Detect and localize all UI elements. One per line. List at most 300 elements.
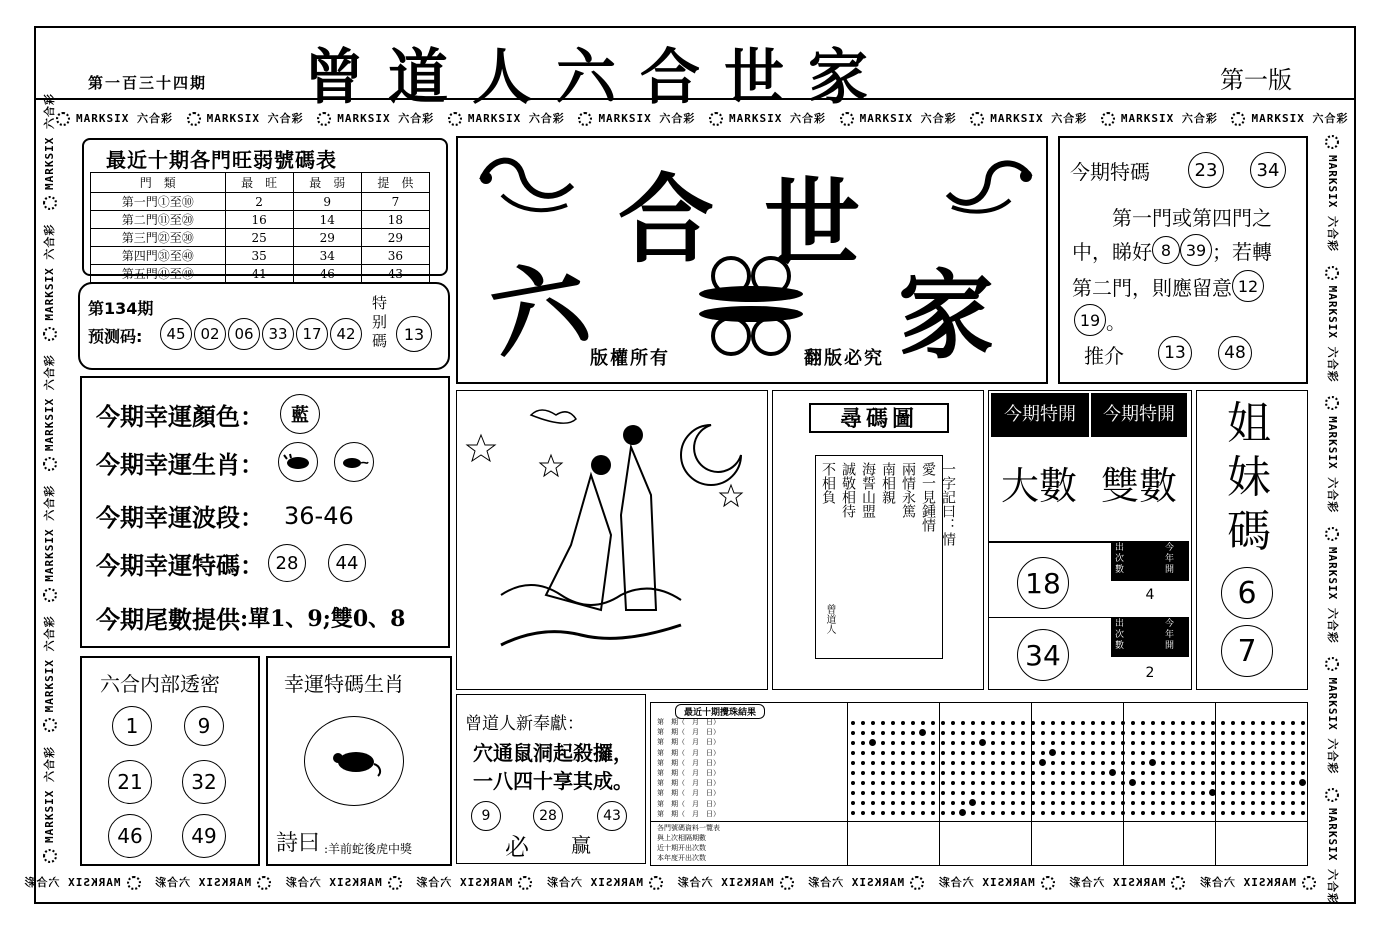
grid-dot	[991, 751, 995, 755]
grid-dot	[1221, 811, 1225, 815]
grid-dot	[1201, 751, 1205, 755]
lucky-color-row: 今期幸運顏色： 藍	[96, 394, 320, 434]
grid-dot	[1051, 811, 1055, 815]
grid-dot	[1201, 801, 1205, 805]
grid-dot	[1211, 781, 1215, 785]
gift-title: 曾道人新奉獻：	[465, 714, 584, 734]
grid-dot	[991, 761, 995, 765]
grid-dot	[931, 741, 935, 745]
grid-dot	[901, 801, 905, 805]
grid-dot	[1051, 801, 1055, 805]
grid-dot	[1291, 741, 1295, 745]
grid-dot	[1251, 761, 1255, 765]
grid-dot	[1041, 781, 1045, 785]
grid-dot	[1211, 801, 1215, 805]
recommend-2: 48	[1218, 336, 1252, 370]
grid-dot	[1271, 731, 1275, 735]
grid-dot	[1241, 751, 1245, 755]
special-code-line1: 第一門或第四門之	[1112, 206, 1272, 230]
grid-dot	[931, 761, 935, 765]
grid-dot	[1081, 771, 1085, 775]
grid-dot	[911, 741, 915, 745]
grid-dot	[1091, 741, 1095, 745]
grid-dot	[871, 811, 875, 815]
grid-dot	[861, 741, 865, 745]
grid-dot	[921, 791, 925, 795]
grid-dot	[1281, 791, 1285, 795]
grid-dot	[1121, 731, 1125, 735]
grid-dot	[1281, 771, 1285, 775]
grid-dot	[1011, 751, 1015, 755]
grid-dot	[1281, 811, 1285, 815]
grid-dot	[961, 751, 965, 755]
special-code-label: 今期特碼	[1070, 160, 1150, 184]
grid-dot	[1051, 791, 1055, 795]
sister-box	[1196, 390, 1308, 690]
scroll-col: 南相親	[880, 462, 896, 504]
grid-dot	[971, 771, 975, 775]
grid-dot	[1221, 791, 1225, 795]
grid-dot	[1301, 771, 1305, 775]
grid-dot	[1141, 741, 1145, 745]
grid-dot	[1161, 771, 1165, 775]
grid-dot	[1101, 761, 1105, 765]
grid-dot	[1291, 801, 1295, 805]
grid-dot	[1221, 751, 1225, 755]
door-table-title: 最近十期各門旺弱號碼表	[106, 148, 337, 172]
grid-dot	[881, 741, 885, 745]
grid-dot	[1301, 811, 1305, 815]
grid-dot	[1021, 761, 1025, 765]
grid-dot	[1041, 801, 1045, 805]
grid-dot	[1191, 721, 1195, 725]
grid-dot	[1061, 781, 1065, 785]
grid-dot	[1001, 771, 1005, 775]
grid-dot	[1101, 731, 1105, 735]
count-value-2: 2	[1145, 665, 1155, 681]
results-title: 最近十期攪珠結果	[675, 704, 765, 719]
grid-dot	[1261, 771, 1265, 775]
banner-char-shi: 世	[764, 167, 860, 280]
grid-dot	[1141, 771, 1145, 775]
grid-hit-dot	[1039, 759, 1046, 766]
grid-dot	[911, 811, 915, 815]
grid-dot	[1081, 791, 1085, 795]
grid-dot	[1281, 741, 1285, 745]
grid-dot	[1031, 811, 1035, 815]
grid-dot	[961, 741, 965, 745]
special-code-line4: 19 。	[1074, 304, 1126, 336]
grid-dot	[1121, 721, 1125, 725]
grid-dot	[1121, 761, 1125, 765]
grid-dot	[1151, 791, 1155, 795]
grid-dot	[1131, 731, 1135, 735]
grid-dot	[921, 751, 925, 755]
lucky-tail-row: 今期尾數提供 :單1、9;雙0、8	[96, 600, 405, 635]
grid-dot	[1261, 751, 1265, 755]
special-code-2: 34	[1250, 152, 1286, 188]
grid-dot	[1251, 811, 1255, 815]
grid-dot	[871, 761, 875, 765]
bottom-marksix-strip: MARKSIX 六合彩 MARKSIX 六合彩 MARKSIX 六合彩 MARKSIX 六合彩 MARKSIX 六合彩 MARKSIX 六合彩 MARKSIX 六合彩 MARKSIX 六合彩 MARKSIX 六合彩 MARKSIX 六合彩	[50, 874, 1322, 892]
grid-dot	[1021, 781, 1025, 785]
grid-dot	[1271, 761, 1275, 765]
grid-dot	[1261, 781, 1265, 785]
grid-dot	[941, 741, 945, 745]
grid-dot	[1101, 781, 1105, 785]
grid-dot	[1211, 761, 1215, 765]
grid-dot	[1181, 771, 1185, 775]
grid-dot	[941, 811, 945, 815]
copyright-left: 版權所有	[590, 348, 670, 369]
grid-dot	[1111, 781, 1115, 785]
grid-dot	[1041, 811, 1045, 815]
grid-dot	[891, 721, 895, 725]
grid-dot	[861, 721, 865, 725]
banner-char-he: 合	[618, 163, 714, 276]
forecast-number: 17	[296, 318, 328, 350]
grid-dot	[1191, 771, 1195, 775]
grid-dot	[1211, 731, 1215, 735]
grid-dot	[961, 791, 965, 795]
grid-dot	[1051, 781, 1055, 785]
count-value-1: 4	[1145, 587, 1155, 603]
grid-dot	[1151, 731, 1155, 735]
special-label: 特别碼	[372, 294, 388, 350]
grid-dot	[1011, 741, 1015, 745]
grid-dot	[1211, 721, 1215, 725]
grid-dot	[851, 721, 855, 725]
grid-dot	[881, 751, 885, 755]
find-code-box	[772, 390, 984, 690]
grid-dot	[871, 721, 875, 725]
grid-dot	[991, 791, 995, 795]
grid-dot	[1021, 811, 1025, 815]
grid-dot	[1261, 801, 1265, 805]
grid-dot	[1011, 801, 1015, 805]
grid-dot	[1061, 811, 1065, 815]
grid-dot	[1001, 721, 1005, 725]
grid-dot	[881, 781, 885, 785]
results-box	[650, 702, 1308, 866]
grid-dot	[931, 811, 935, 815]
grid-dot	[901, 811, 905, 815]
grid-dot	[1301, 791, 1305, 795]
grid-dot	[901, 771, 905, 775]
grid-dot	[1191, 791, 1195, 795]
grid-dot	[911, 771, 915, 775]
grid-dot	[1171, 811, 1175, 815]
grid-dot	[1021, 791, 1025, 795]
open-box	[988, 390, 1192, 690]
grid-dot	[1081, 721, 1085, 725]
grid-dot	[1091, 731, 1095, 735]
grid-dot	[961, 721, 965, 725]
grid-dot	[851, 771, 855, 775]
grid-dot	[1071, 801, 1075, 805]
grid-dot	[981, 731, 985, 735]
count-label-2: 出次數	[1115, 619, 1125, 651]
grid-dot	[1151, 721, 1155, 725]
secret-number: 1	[112, 706, 152, 746]
grid-dot	[1041, 741, 1045, 745]
grid-dot	[1031, 761, 1035, 765]
copyright-right: 翻版必究	[804, 348, 884, 369]
open-header-1: 今期特開	[991, 393, 1089, 437]
grid-dot	[1221, 721, 1225, 725]
grid-dot	[1261, 791, 1265, 795]
grid-hit-dot	[919, 729, 926, 736]
grid-dot	[881, 731, 885, 735]
forecast-number: 02	[194, 318, 226, 350]
grid-dot	[1211, 771, 1215, 775]
grid-dot	[1041, 731, 1045, 735]
open-number-2: 34	[1017, 629, 1069, 681]
year-label-2: 今年開	[1165, 619, 1175, 651]
grid-dot	[1051, 731, 1055, 735]
grid-dot	[1141, 721, 1145, 725]
grid-dot	[1271, 741, 1275, 745]
grid-dot	[1011, 731, 1015, 735]
forecast-period: 第134期	[88, 299, 154, 318]
scroll-col: 一字記曰：情	[940, 462, 956, 546]
grid-dot	[1151, 741, 1155, 745]
grid-dot	[1231, 781, 1235, 785]
grid-dot	[1061, 801, 1065, 805]
grid-dot	[1071, 771, 1075, 775]
grid-hit-dot	[959, 809, 966, 816]
grid-dot	[891, 811, 895, 815]
grid-hit-dot	[1109, 769, 1116, 776]
grid-dot	[1051, 741, 1055, 745]
grid-dot	[1021, 801, 1025, 805]
grid-dot	[911, 791, 915, 795]
grid-dot	[861, 771, 865, 775]
grid-dot	[1231, 731, 1235, 735]
gift-number: 28	[533, 801, 563, 831]
grid-dot	[1161, 761, 1165, 765]
gift-number: 43	[597, 801, 627, 831]
table-row: 第一門①至⑩ 2 9 7	[91, 193, 430, 211]
grid-hit-dot	[1129, 779, 1136, 786]
grid-dot	[1201, 771, 1205, 775]
grid-hit-dot	[969, 799, 976, 806]
lucky-tail-value: :單1、9;雙0、8	[240, 606, 406, 632]
grid-dot	[851, 801, 855, 805]
scroll	[815, 455, 956, 659]
grid-dot	[1071, 751, 1075, 755]
grid-dot	[1111, 721, 1115, 725]
grid-dot	[1231, 741, 1235, 745]
grid-dot	[1061, 721, 1065, 725]
grid-dot	[1121, 741, 1125, 745]
grid-dot	[911, 751, 915, 755]
grid-dot	[931, 801, 935, 805]
header	[36, 28, 1354, 113]
grid-dot	[1131, 801, 1135, 805]
grid-dot	[1151, 781, 1155, 785]
grid-dot	[1051, 721, 1055, 725]
banner-char-liu: 六	[482, 245, 597, 374]
grid-dot	[851, 811, 855, 815]
lucky-color-value: 藍	[280, 394, 320, 434]
grid-dot	[991, 811, 995, 815]
grid-dot	[1001, 761, 1005, 765]
dragon-right-icon	[940, 152, 1040, 222]
grid-dot	[951, 801, 955, 805]
grid-dot	[901, 741, 905, 745]
grid-dot	[1011, 811, 1015, 815]
grid-dot	[961, 801, 965, 805]
grid-dot	[1041, 791, 1045, 795]
grid-dot	[1251, 751, 1255, 755]
grid-dot	[1081, 801, 1085, 805]
grid-dot	[1231, 801, 1235, 805]
grid-dot	[1041, 721, 1045, 725]
recommend-1: 13	[1158, 336, 1192, 370]
grid-dot	[1061, 751, 1065, 755]
grid-dot	[851, 751, 855, 755]
grid-dot	[1221, 781, 1225, 785]
grid-dot	[971, 781, 975, 785]
grid-dot	[1111, 811, 1115, 815]
grid-dot	[1141, 761, 1145, 765]
grid-dot	[1191, 731, 1195, 735]
grid-dot	[901, 721, 905, 725]
grid-dot	[1091, 781, 1095, 785]
grid-dot	[1121, 801, 1125, 805]
grid-dot	[1181, 791, 1185, 795]
grid-dot	[881, 811, 885, 815]
grid-dot	[981, 811, 985, 815]
col-min: 最 弱	[293, 173, 361, 193]
col-door: 門 類	[91, 173, 226, 193]
grid-dot	[1181, 751, 1185, 755]
grid-dot	[1171, 731, 1175, 735]
grid-dot	[921, 771, 925, 775]
grid-dot	[871, 791, 875, 795]
grid-dot	[1261, 811, 1265, 815]
grid-dot	[931, 751, 935, 755]
grid-dot	[971, 751, 975, 755]
issue-number: 第一百三十四期	[88, 74, 208, 92]
grid-dot	[1191, 741, 1195, 745]
grid-dot	[851, 781, 855, 785]
recommend-label: 推介	[1084, 344, 1124, 368]
grid-dot	[1181, 731, 1185, 735]
grid-dot	[1071, 811, 1075, 815]
grid-dot	[1171, 751, 1175, 755]
grid-dot	[1141, 751, 1145, 755]
grid-dot	[1121, 811, 1125, 815]
grid-dot	[1251, 791, 1255, 795]
grid-dot	[1161, 721, 1165, 725]
grid-dot	[1041, 771, 1045, 775]
grid-dot	[1221, 741, 1225, 745]
secret-box	[80, 656, 260, 866]
table-row: 第二門⑪至⑳ 16 14 18	[91, 211, 430, 229]
grid-dot	[921, 781, 925, 785]
coins-icon	[696, 252, 806, 358]
grid-dot	[1261, 741, 1265, 745]
grid-dot	[921, 721, 925, 725]
forecast-number: 42	[330, 318, 362, 350]
grid-dot	[941, 721, 945, 725]
grid-dot	[1201, 741, 1205, 745]
grid-dot	[1191, 761, 1195, 765]
forecast-label: 预测码:	[88, 327, 143, 346]
special-code-1: 23	[1188, 152, 1224, 188]
grid-dot	[1001, 811, 1005, 815]
grid-dot	[1281, 801, 1285, 805]
grid-dot	[1001, 741, 1005, 745]
grid-dot	[1271, 721, 1275, 725]
grid-dot	[921, 741, 925, 745]
grid-dot	[1261, 721, 1265, 725]
scroll-col: 不相負	[820, 462, 836, 504]
grid-dot	[1271, 781, 1275, 785]
grid-dot	[961, 781, 965, 785]
grid-dot	[1241, 721, 1245, 725]
grid-dot	[1171, 761, 1175, 765]
grid-dot	[981, 751, 985, 755]
grid-dot	[1071, 781, 1075, 785]
results-row-labels: 第 期（ 月 日） 第 期（ 月 日） 第 期（ 月 日） 第 期（ 月 日） 第 期（ 月 日） 第 期（ 月 日） 第 期（ 月 日） 第 期（ 月 日） 第 期（ 月 日） 第 期（ 月 日）	[657, 718, 720, 818]
gift-line1: 穴通鼠洞起殺攞，	[473, 741, 633, 765]
grid-dot	[1151, 801, 1155, 805]
grid-dot	[1241, 761, 1245, 765]
grid-dot	[1301, 751, 1305, 755]
grid-dot	[901, 761, 905, 765]
grid-dot	[951, 771, 955, 775]
grid-dot	[941, 731, 945, 735]
grid-dot	[861, 791, 865, 795]
grid-dot	[951, 761, 955, 765]
grid-dot	[901, 731, 905, 735]
grid-dot	[1011, 791, 1015, 795]
special-code-box	[1058, 136, 1308, 384]
grid-dot	[1181, 811, 1185, 815]
table-row: 第三門㉑至㉚ 25 29 29	[91, 229, 430, 247]
grid-dot	[1091, 721, 1095, 725]
grid-dot	[1011, 761, 1015, 765]
grid-dot	[1171, 801, 1175, 805]
grid-dot	[1051, 771, 1055, 775]
grid-dot	[931, 731, 935, 735]
grid-dot	[1101, 721, 1105, 725]
grid-dot	[861, 751, 865, 755]
grid-dot	[951, 791, 955, 795]
grid-dot	[1231, 721, 1235, 725]
grid-dot	[1171, 791, 1175, 795]
grid-dot	[1001, 731, 1005, 735]
grid-dot	[921, 811, 925, 815]
forecast-numbers	[160, 318, 362, 350]
grid-dot	[871, 751, 875, 755]
grid-dot	[1271, 791, 1275, 795]
poem: 詩曰 :羊前蛇後虎中獎	[276, 831, 413, 856]
grid-dot	[1131, 791, 1135, 795]
grid-dot	[881, 761, 885, 765]
grid-dot	[1301, 741, 1305, 745]
grid-dot	[1161, 741, 1165, 745]
grid-dot	[971, 731, 975, 735]
grid-dot	[1221, 801, 1225, 805]
grid-dot	[891, 781, 895, 785]
grid-dot	[951, 811, 955, 815]
sister-number: 7	[1221, 625, 1273, 677]
grid-dot	[991, 781, 995, 785]
